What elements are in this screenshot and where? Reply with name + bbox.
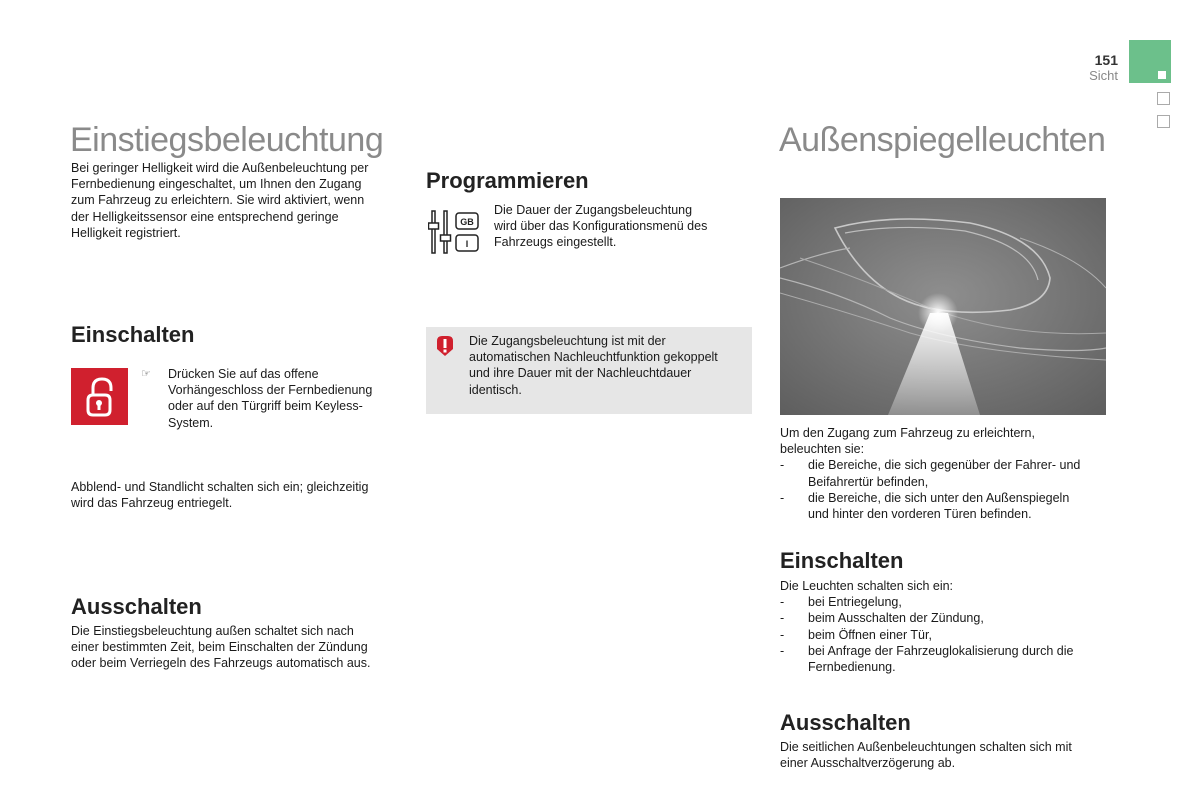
tab-marker <box>1157 115 1170 128</box>
text-line: beleuchten sie: <box>780 442 865 457</box>
text-line: Fernbedienung eingeschaltet, um Ihnen den Zugang <box>71 177 362 192</box>
text-line: wird über das Konfigurationsmenü des <box>494 219 708 234</box>
text-line: Abblend- und Standlicht schalten sich ein; gleichzeitig <box>71 480 369 494</box>
text-line: Die Zugangsbeleuchtung ist mit der <box>469 334 666 348</box>
text-line: Fahrzeugs eingestellt. <box>494 235 617 250</box>
text-line: Fernbedienung. <box>808 660 896 675</box>
text-line: wird das Fahrzeug entriegelt. <box>71 496 233 511</box>
text-line: der Helligkeitssensor eine entsprechend geringe <box>71 209 339 224</box>
main-title-aussenspiegelleuchten: Außenspiegelleuchten <box>779 121 1106 159</box>
page-number: 151 <box>1094 52 1118 68</box>
text-line: - beim Öffnen einer Tür, <box>808 627 932 642</box>
warning-icon <box>434 335 456 357</box>
list-item <box>780 490 1110 522</box>
text-line: oder auf den Türgriff beim Keyless- <box>168 399 363 414</box>
warning-text <box>469 333 749 398</box>
text-line: Die Einstiegsbeleuchtung außen schaltet sich nach <box>71 624 354 638</box>
text-line: Um den Zugang zum Fahrzeug zu erleichtern, <box>780 426 1035 440</box>
caption-list <box>780 457 1110 522</box>
text-line: Beifahrertür befinden, <box>808 474 929 489</box>
text-line: Vorhängeschloss der Fernbedienung <box>168 383 373 398</box>
section-name: Sicht <box>1089 68 1118 83</box>
einschalten-result <box>71 479 411 511</box>
text-line: System. <box>168 415 214 430</box>
text-line: Drücken Sie auf das offene <box>168 367 319 381</box>
ausschalten-right-paragraph <box>780 739 1110 771</box>
text-line: und ihre Dauer mit der Nachleuchtdauer <box>469 366 692 381</box>
open-padlock-icon <box>71 368 128 425</box>
settings-sliders-icon <box>428 208 484 256</box>
text-line: Die Dauer der Zugangsbeleuchtung <box>494 203 693 217</box>
text-line: und hinter den vorderen Türen befinden. <box>808 507 1032 522</box>
intro-paragraph <box>71 160 411 241</box>
list-item <box>780 457 1110 489</box>
heading-ausschalten-right: Ausschalten <box>780 710 911 735</box>
list-item <box>780 594 1110 610</box>
list-item <box>780 627 1110 643</box>
text-line: Die Leuchten schalten sich ein: <box>780 579 954 593</box>
ausschalten-paragraph <box>71 623 411 672</box>
text-line: einer Ausschaltverzögerung ab. <box>780 756 956 771</box>
einschalten-step <box>168 366 403 431</box>
text-line: - die Bereiche, die sich unter den Außenspiegeln <box>808 490 1070 505</box>
heading-ausschalten-left: Ausschalten <box>71 594 202 619</box>
tab-marker <box>1157 92 1170 105</box>
text-line: - bei Anfrage der Fahrzeuglokalisierung durch die <box>808 643 1074 658</box>
mirror-light-illustration <box>780 198 1106 415</box>
einschalten-list-block <box>780 578 1110 675</box>
mirror-light-caption <box>780 425 1110 522</box>
text-line: Die seitlichen Außenbeleuchtungen schalten sich mit <box>780 740 1072 754</box>
list-item <box>780 610 1110 626</box>
text-line: - beim Ausschalten der Zündung, <box>808 611 984 626</box>
page-header <box>1060 52 1118 83</box>
heading-einschalten-left: Einschalten <box>71 322 195 347</box>
text-line: identisch. <box>469 382 522 397</box>
text-line: automatischen Nachleuchtfunktion gekoppelt <box>469 350 718 365</box>
text-line: Bei geringer Helligkeit wird die Außenbeleuchtung per <box>71 161 369 175</box>
icon-label-gb: GB <box>460 217 474 227</box>
text-line: - bei Entriegelung, <box>808 595 902 610</box>
icon-label-i: I <box>465 239 469 249</box>
text-line: - die Bereiche, die sich gegenüber der Fahrer- und <box>808 458 1081 473</box>
text-line: zum Fahrzeug zu erleichtern. Sie wird aktiviert, wenn <box>71 193 365 208</box>
einschalten-list <box>780 594 1110 675</box>
tab-marker-active <box>1158 71 1166 79</box>
text-line: Helligkeit registriert. <box>71 225 181 240</box>
heading-einschalten-right: Einschalten <box>780 548 904 573</box>
list-item <box>780 643 1110 675</box>
programmieren-paragraph <box>494 202 744 251</box>
pointer-bullet: ☞ <box>141 368 151 380</box>
text-line: oder beim Verriegeln des Fahrzeugs automatisch aus. <box>71 656 371 671</box>
text-line: einer bestimmten Zeit, beim Einschalten der Zündung <box>71 640 368 655</box>
main-title-einstiegsbeleuchtung: Einstiegsbeleuchtung <box>70 121 384 159</box>
heading-programmieren: Programmieren <box>426 168 589 193</box>
